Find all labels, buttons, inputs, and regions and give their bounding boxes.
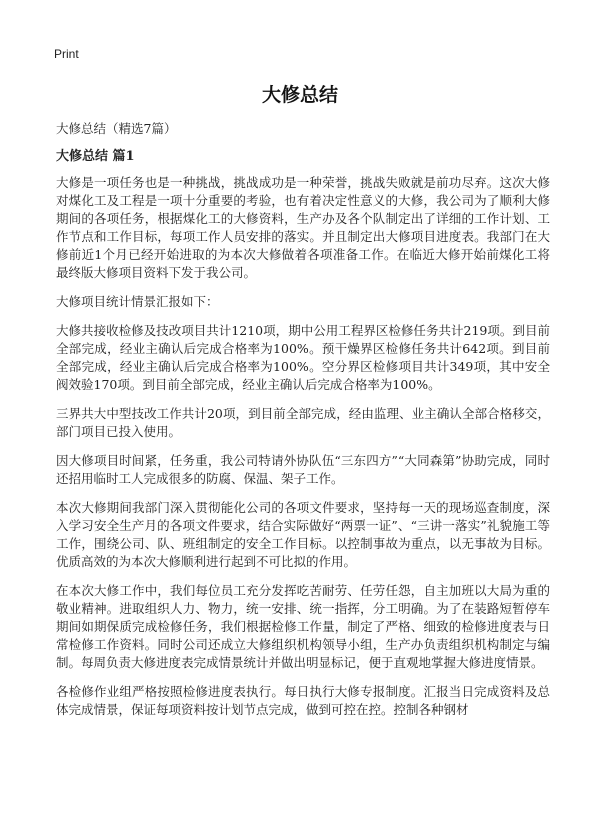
print-link[interactable]: Print: [54, 47, 79, 61]
paragraph: 因大修项目时间紧，任务重，我公司特请外协队伍“三东四方”“大同森第”协助完成，同时还招用临时工人完成很多的防腐、保温、架子工作。: [56, 453, 550, 486]
paragraph: 本次大修期间我部门深入贯彻能化公司的各项文件要求，坚持每一天的现场巡查制度，深入学习安全生产月的各项文件要求，结合实际做好“两票一证”、“三讲一落实”礼貌施工等工作，围绕公司、队、班组制定的安全工作目标。以控制事故为重点，以无事故为目标。优质高效的为本次大修顺利进行起到不可比拟的作用。: [56, 500, 550, 569]
paragraph: 三界共大中型技改工作共计20项，到目前全部完成，经由监理、业主确认全部合格移交，部门项目已投入使用。: [56, 406, 550, 439]
document-body: [56, 120, 550, 730]
document-title: 大修总结: [261, 84, 338, 106]
paragraph: 大修项目统计情景汇报如下：: [56, 294, 219, 309]
paragraph: 各检修作业组严格按照检修进度表执行。每日执行大修专报制度。汇报当日完成资料及总体完成情景，保证每项资料按计划节点完成，做到可控在控。控制各种钢材: [56, 684, 550, 717]
paragraph: 在本次大修工作中，我们每位员工充分发挥吃苦耐劳、任劳任怨，自主加班以大局为重的敬业精神。进取组织人力、物力，统一安排、统一指挥，分工明确。为了在装路短暂停车期间如期保质完成检修任务，我们根据检修工作量，制定了严格、细致的检修进度表与日常检修工作资料。同时公司还成立大修组织机构领导小组，生产办负责组织机构制定与编制。每周负责大修进度表完成情景统计并做出明显标记，便于直观地掌握大修进度情景。: [56, 583, 550, 670]
paragraph: 大修是一项任务也是一种挑战，挑战成功是一种荣誉，挑战失败就是前功尽弃。这次大修对煤化工及工程是一项十分重要的考验，也有着决定性意义的大修，我公司为了顺利大修期间的各项任务，根据煤化工的大修资料，生产办及各个队制定出了详细的工作计划、工作节点和工作目标，每项工作人员安排的落实。并且制定出大修项目进度表。我部门在大修前近1个月已经开始进取的为本次大修做着各项准备工作。在临近大修开始前煤化工将最终版大修项目资料下发于我公司。: [56, 175, 550, 280]
document-subtitle: 大修总结（精选7篇）: [56, 121, 177, 136]
section-heading: 大修总结 篇1: [56, 149, 135, 164]
paragraph: 大修共接收检修及技改项目共计1210项，期中公用工程界区检修任务共计219项。到目前全部完成，经业主确认后完成合格率为100%。预干燥界区检修任务共计642项。到目前全部完成，经业主确认后完成合格率为100%。空分界区检修项目共计349项，其中安全阀效验170项。到目前全部完成，经业主确认后完成合格率为100%。: [56, 323, 550, 392]
